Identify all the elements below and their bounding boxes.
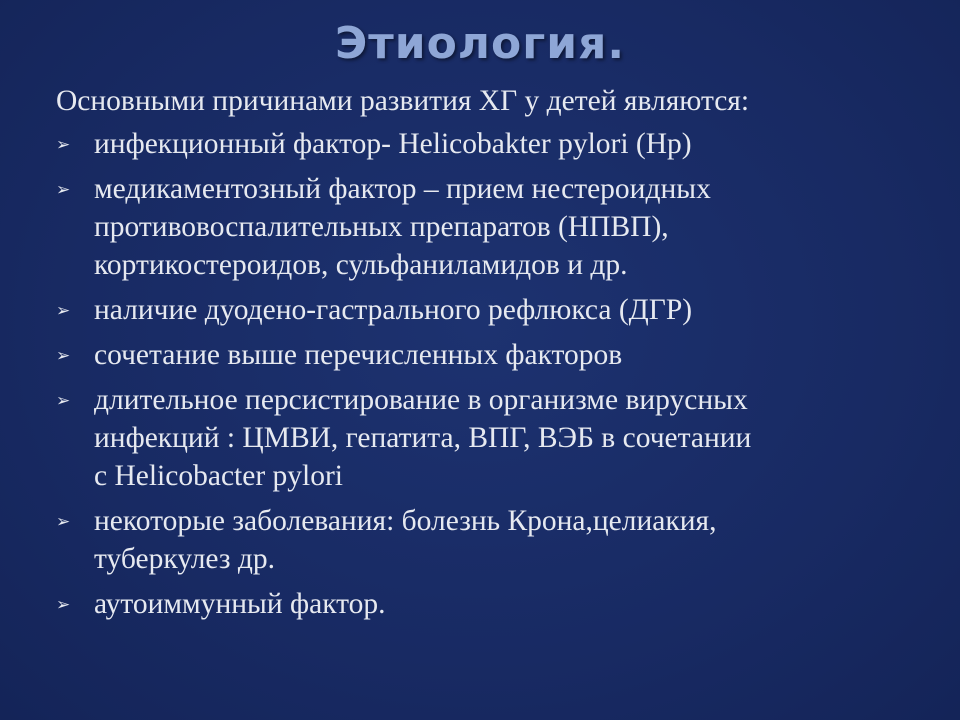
list-item-text: сочетание выше перечисленных факторов (94, 339, 623, 371)
arrow-bullet-icon: ➢ (56, 512, 71, 532)
slide-body (56, 82, 946, 630)
list-item (56, 502, 946, 578)
list-item-text: туберкулез др. (94, 543, 276, 575)
slide-title: Этиология. (334, 18, 626, 69)
list-item-text: инфекций : ЦМВИ, гепатита, ВПГ, ВЭБ в сочетании (94, 422, 752, 454)
arrow-bullet-icon: ➢ (56, 180, 71, 200)
list-item (56, 170, 946, 284)
list-item (56, 291, 946, 329)
list-item-text: медикаментозный фактор – прием нестероидных (94, 173, 711, 205)
list-item-text: кортикостероидов, сульфаниламидов и др. (94, 249, 628, 281)
arrow-bullet-icon: ➢ (56, 301, 71, 321)
arrow-bullet-icon: ➢ (56, 391, 71, 411)
list-item-text: некоторые заболевания: болезнь Крона,целиакия, (94, 505, 717, 537)
list-item-text: наличие дуодено-гастрального рефлюкса (ДГР) (94, 294, 693, 326)
list-item-text: противовоспалительных препаратов (НПВП), (94, 211, 669, 243)
arrow-bullet-icon: ➢ (56, 595, 71, 615)
arrow-bullet-icon: ➢ (56, 135, 71, 155)
list-item-text: инфекционный фактор- Helicobakter pylori (Hp) (94, 128, 692, 160)
list-item (56, 381, 946, 495)
bullet-list (56, 125, 946, 623)
list-item-text: с Helicobacter pylori (94, 460, 343, 492)
list-item (56, 336, 946, 374)
list-item (56, 125, 946, 163)
intro-text: Основными причинами развития ХГ у детей являются: (56, 85, 750, 117)
list-item-text: аутоиммунный фактор. (94, 588, 386, 620)
list-item-text: длительное персистирование в организме вирусных (94, 384, 748, 416)
arrow-bullet-icon: ➢ (56, 346, 71, 366)
list-item (56, 585, 946, 623)
